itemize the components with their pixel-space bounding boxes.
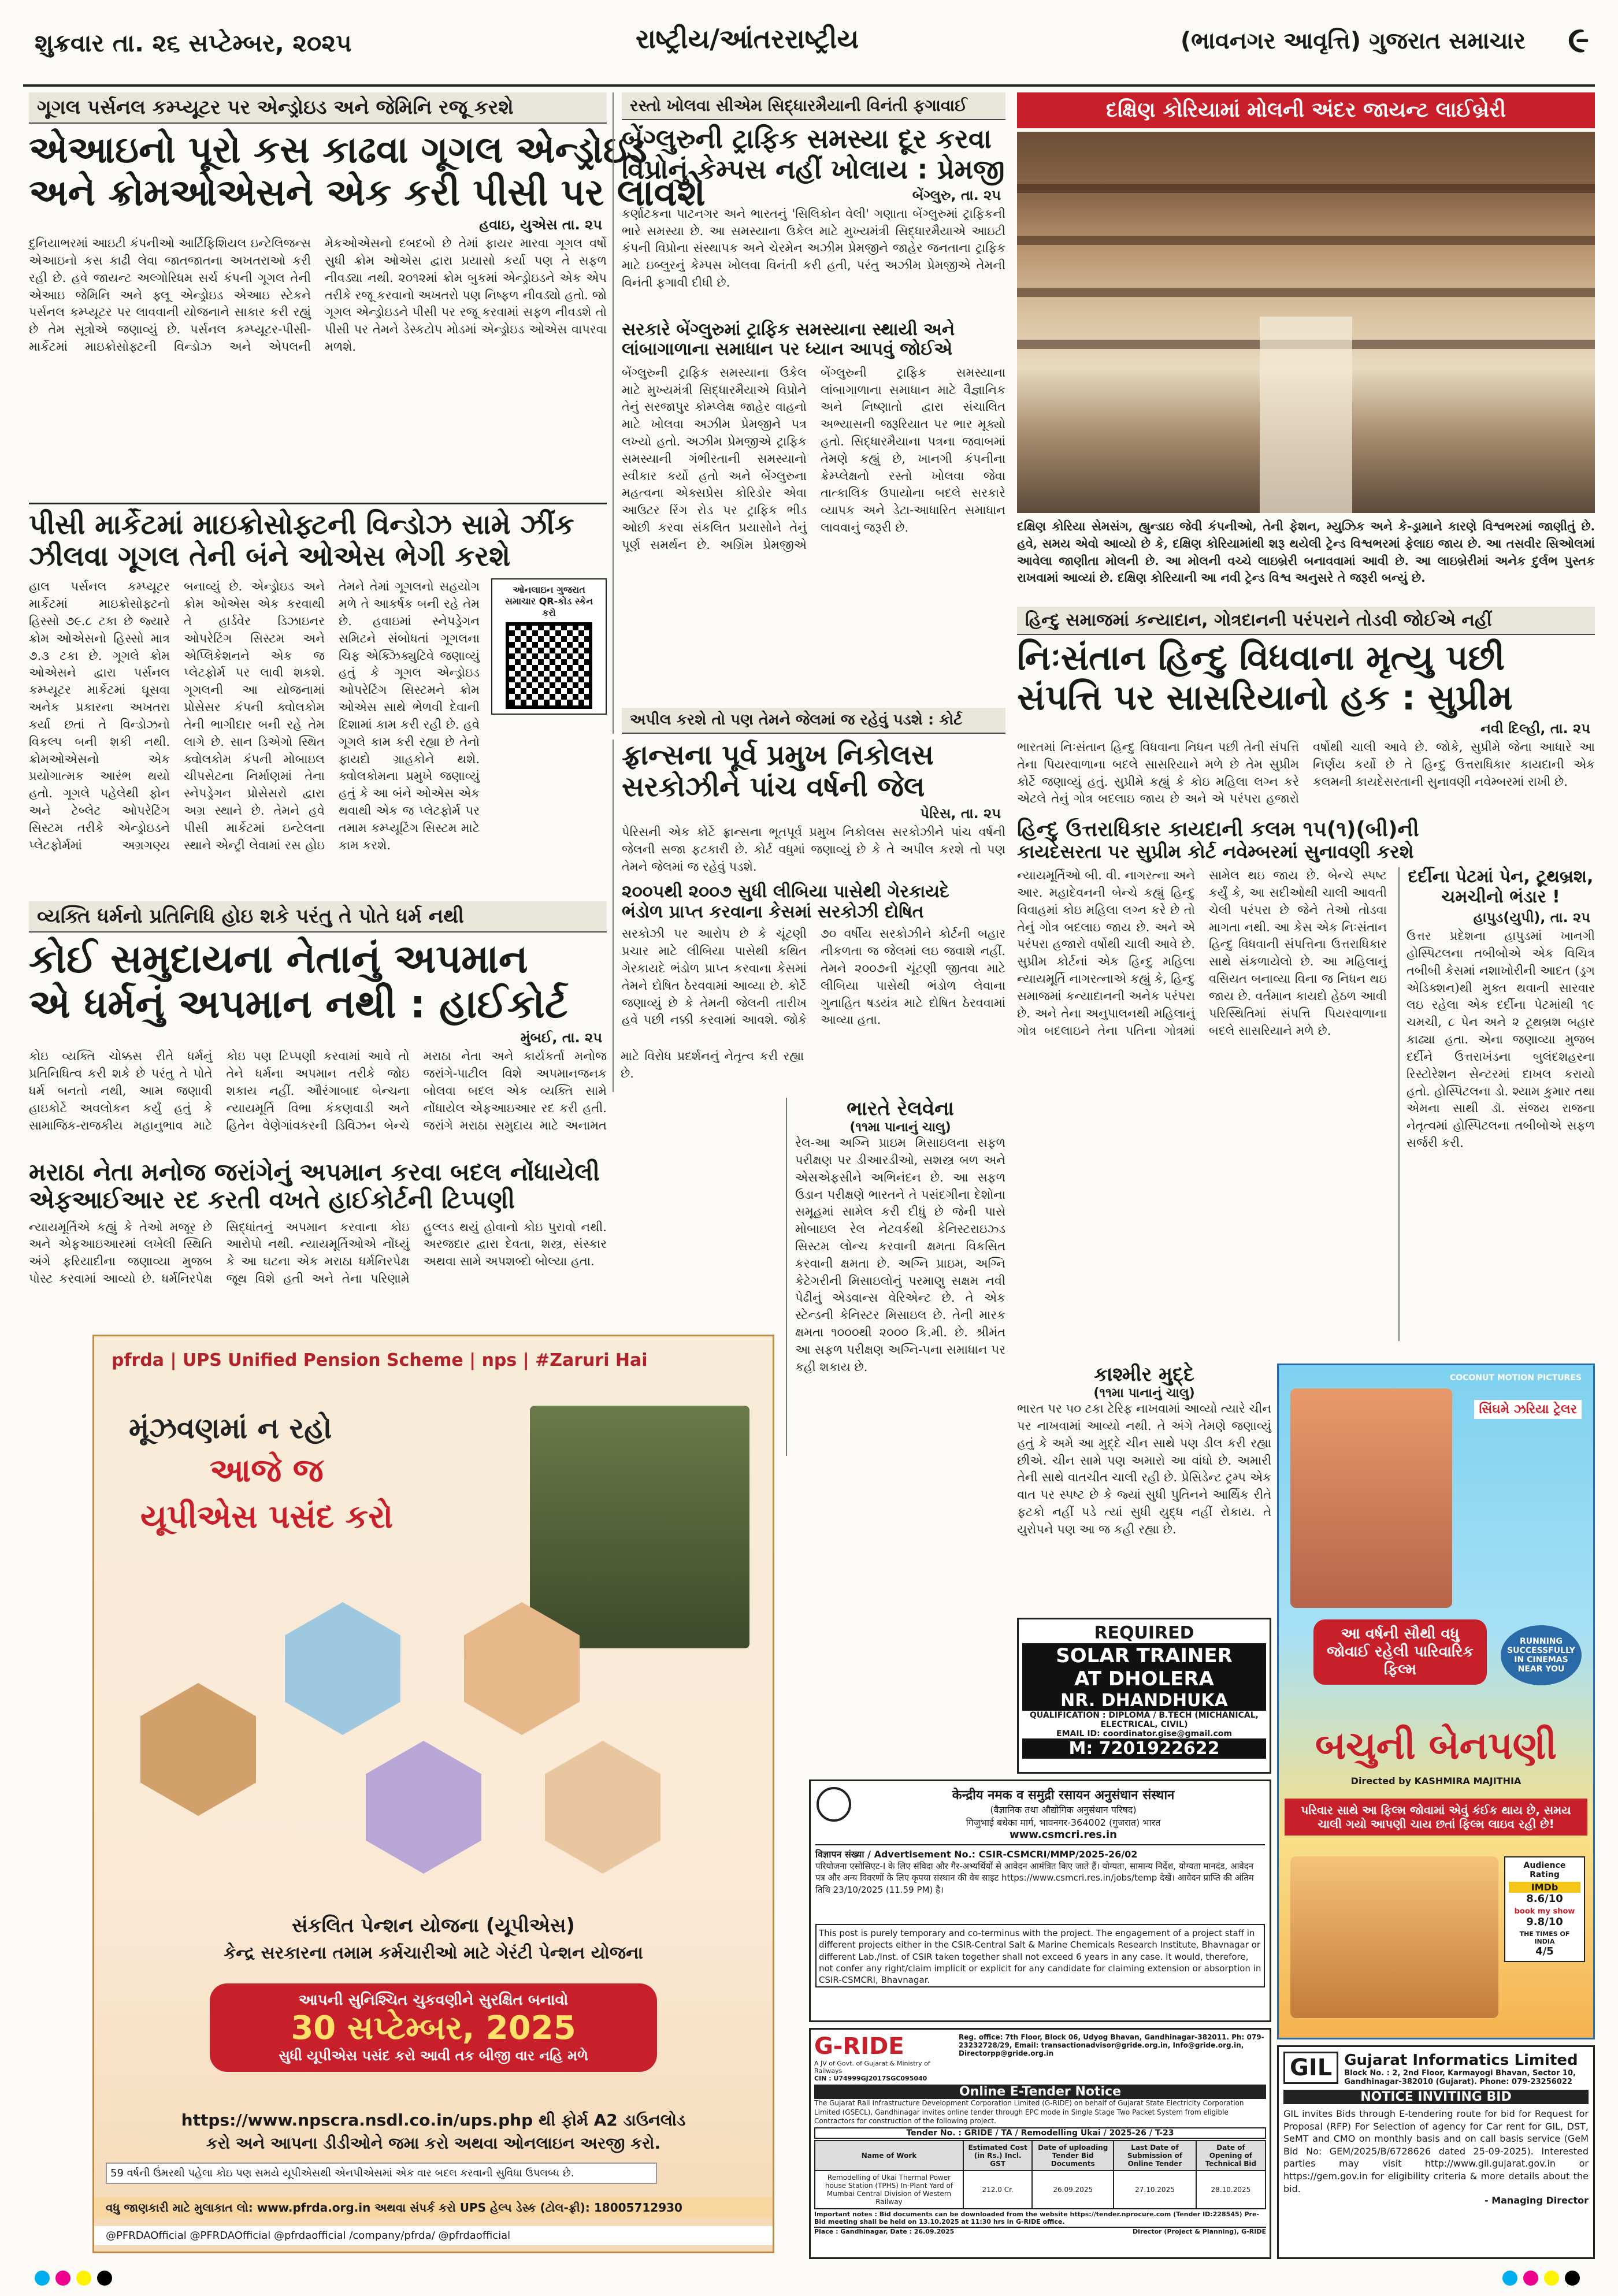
ups-line-1: મૂંઝવણમાં ન રહો (129, 1411, 332, 1445)
registration-mark (1565, 2271, 1580, 2286)
gride-td: 212.0 Cr. (963, 2171, 1032, 2209)
movie-brand: COCONUT MOTION PICTURES (1449, 1373, 1582, 1383)
story-bengaluru-subhead-1: સરકારે બેંગ્લુરુમાં ટ્રાફિક સમસ્યાના સ્થાયી અને (622, 319, 955, 340)
gride-tender-table (814, 2140, 1266, 2209)
table-row (815, 2171, 1266, 2209)
story-maratha-headline-1: મરાઠા નેતા મનોજ જરાંગેનું અપમાન કરવા બદલ નોંધાયેલી (29, 1158, 600, 1186)
story-sarkozy-subhead-1: ૨૦૦૫થી ૨૦૦૭ સુધી લીબિયા પાસેથી ગેરકાયદે (622, 882, 949, 902)
story-google-body: દુનિયાભરમાં આઇટી કંપનીઓ આર્ટિફિશિયલ ઇન્ટેલિજન્સ એઆઇનો કસ કાઢી લેવા જાતજાતના અખતરાઓ કરી રહી છે. હવે જાયન્ટ અલ્ગોરિધમ સર્ચ કંપની ગૂગલ તેની એઆઇ જેમિનિ અને ફ્લૂ એન્ડ્રોઇડ એઆઇ સ્ટેકને પર્સનલ કમ્પ્યૂટર પર લાવવાની યોજનાને સાકાર કરી રહ્યું છે તેમ સૂત્રોએ જણાવ્યું છે. પર્સનલ કમ્પ્યૂટર-પીસી-માર્કેટમાં માઇક્રોસોફ્ટની વિન્ડોઝ અને એપલની મેકઓએસનો દબદબો છે તેમાં ફાયર મારવા ગૂગલ વર્ષો સુધી ક્રોમ ઓએસ દ્વારા પ્રયાસો કર્યા પણ તે સફળ નીવડ્યા નથી. ૨૦૧૨માં ક્રોમ બુકમાં એન્ડ્રોઇડને એક એપ તરીકે રજૂ કરવાનો અખતરો પણ નિષ્ફળ નીવડ્યો હતો. જો ગૂગલ એન્ડ્રોઇડને પીસી પર રજૂ કરવામાં સફળ નીવડશે તો પીસી પર તેમને ડેસ્કટોપ મોડમાં એન્ડ્રોઇડ ઓએસ વાપરવા મળશે. (29, 236, 607, 354)
movie-ratings (1504, 1856, 1585, 1962)
gride-footer-left: Place : Gandhinagar, Date : 26.09.2025 (814, 2227, 955, 2235)
gride-td: 28.10.2025 (1196, 2171, 1266, 2209)
ad-ups[interactable] (92, 1335, 774, 2253)
story-kashmir-continued: (૧૧મા પાનાનું ચાલુ) (1093, 1386, 1195, 1401)
gride-title: Online E-Tender Notice (814, 2085, 1266, 2099)
story-kashmir-title: કાશ્મીર મુદ્દે (1093, 1363, 1195, 1386)
story-google-headline-1: એઆઇનો પૂરો કસ કાઢવા ગૂગલ એન્ડ્રોઇડ (29, 129, 647, 172)
masthead (23, 12, 1595, 87)
story-bengaluru (613, 92, 1005, 734)
ups-helpline[interactable]: વધુ જાણકારી માટે મુલાકાત લો: www.pfrda.org.in અથવા સંપર્ક કરો UPS હેલ્પ ડેસ્ક (ટોલ-ફ્રી): 18005712930 (94, 2197, 773, 2218)
gride-th: Date of Opening of Technical Bid (1196, 2141, 1266, 2171)
csir-org-sub: (वैज्ञानिक तथा औद्योगिक अनुसंधान परिषद) (990, 1804, 1137, 1815)
ups-line-2: આજે જ (210, 1452, 324, 1489)
registration-mark (97, 2271, 112, 2286)
qr-code-icon (506, 622, 592, 709)
story-girl-body: ઉત્તર પ્રદેશના હાપુડમાં ખાનગી હોસ્પિટલના તબીબોએ એક વિચિત્ર તબીબી કેસમાં નશાખોરીની આદત (ડ્રગ એડિક્શન)થી મુક્ત થવાની સારવાર લઇ રહેલા એક દર્દીના પેટમાંથી ૧૯ ચમચી, ૮ પેન અને ૨ ટૂથબ્રશ બહાર કાઢ્યા હતા. એના જણાવ્યા મુજબ દર્દીને ઉત્તરાખંડના બુલંદશહરના રિસ્ટોરેશન સેન્ટરમાં દાખલ કરાયો હતો. હોસ્પિટલના ડો. શ્યામ કુમાર તથા એમના સાથી ડૉ. સંજય રાજના નેતૃત્વમાં હોસ્પિટલના તબીબોએ સફળ સર્જરી કરી. (1407, 929, 1595, 1150)
story-sarkozy-body: પેરિસની એક કોર્ટે ફ્રાન્સના ભૂતપૂર્વ પ્રમુખ નિકોલસ સરકોઝીને પાંચ વર્ષની જેલની સજા ફટકારી છે. કોર્ટ વધુમાં જણાવ્યું છે કે તે અપીલ કરશે તો પણ તેમને જેલમાં જ રહેવું પડશે. (622, 825, 1005, 874)
gride-th: Estimated Cost (in Rs.) Incl. GST (963, 2141, 1032, 2171)
story-bengaluru-body-2: બેંગ્લુરુની ટ્રાફિક સમસ્યાના ઉકેલ માટે મુખ્યમંત્રી સિદ્ધારમૈયાએ વિપ્રોને તેનું સરજાપુર કોમ્પ્લેક્ષ જાહેર વાહનો માટે ખોલવા અઝીમ પ્રેમજીને પત્ર લખ્યો હતો. અઝીમ પ્રેમજીએ ટ્રાફિક સમસ્યાની ગંભીરતાની સમસ્યાનો સ્વીકાર કર્યો હતો અને બેંગ્લુરુના મહત્વના એક્સપ્રેસ કોરિડોર એવા આઉટર રિંગ રોડ પર ટ્રાફિક ભીડ ઓછી કરવા સંકલિત પ્રયાસોને તેનું પૂર્ણ સમર્થન છે. અગ્રિમ પ્રેમજીએ બેંગ્લુરુની ટ્રાફિક સમસ્યાના લાંબાગાળાના સમાધાન માટે વૈજ્ઞાનિક અને નિષ્ણાતો દ્વારા સંચાલિત અભ્યાસની જરૂરિયાત પર ભાર મૂક્યો હતો. સિદ્ધારમૈયાના પત્રના જવાબમાં તેમણે કહ્યું છે, ખાનગી કંપનીના ક્રેમ્પ્લેક્ષનો રસ્તો ખોલવા જેવા તાત્કાલિક ઉપાયોના બદલે સરકારે વ્યાપક અને ડેટા-આધારિત સમાધાન લાવવાનું જરૂરી છે. (622, 365, 1005, 552)
solar-title-1: SOLAR TRAINER (1022, 1644, 1266, 1667)
imdb-icon: IMDb (1509, 1882, 1580, 1893)
bookmyshow-icon: book my show (1514, 1907, 1575, 1916)
story-google (29, 92, 706, 497)
movie-badge-1: આ વર્ષની સૌથી વધુ જોવાઈ રહેલી પારિવારિક ફિલ્મ (1313, 1619, 1487, 1685)
ad-solar[interactable] (1017, 1618, 1271, 1774)
csir-website[interactable]: www.csmcri.res.in (1010, 1829, 1117, 1841)
story-sarkozy-subhead-2: ભંડોળ પ્રાપ્ત કરવાના કેસમાં સરકોઝી દોષિત (622, 901, 924, 922)
story-girl (1398, 867, 1595, 1341)
registration-mark (76, 2271, 91, 2286)
story-widow (1017, 607, 1595, 1358)
story-maratha-headline-2: એફઆઈઆર રદ કરતી વખતે હાઈકોર્ટની ટિપ્પણી (29, 1186, 515, 1214)
gride-td: 26.09.2025 (1032, 2171, 1114, 2209)
story-dharma-dateline: મુંબઈ, તા. ૨૫ (520, 1030, 602, 1046)
ups-hex-postman (140, 1683, 256, 1816)
csir-body-en: This post is purely temporary and co-terminus with the project. The engagement of a project staff in different projects either in the CSIR-Central Salt & Marine Chemicals Research Institute, Bhavnagar or different Lab./Inst. of CSIR taken together shall not exceed 6 years in any case. It would, therefore, not confer any right/claim implicit or explicit for any candidate for claiming extension or absorption in CSIR-CSMCRI, Bhavnagar. (815, 1924, 1265, 1987)
ups-url-line-2: કરો અને આપના ડીડીઓને જમા કરો અથવા ઓનલાઇન અરજી કરો. (206, 2134, 661, 2153)
ad-movie[interactable] (1277, 1364, 1595, 2039)
csir-org: केन्द्रीय नमक व समुद्री रसायन अनुसंधान संस्थान (952, 1788, 1175, 1803)
story-dharma-headline-2: એ ધર્મનું અપમાન નથી : હાઈકોર્ટ (29, 982, 568, 1028)
gride-footer-right: Director (Project & Planning), G-RIDE (1133, 2227, 1266, 2235)
movie-director: Directed by KASHMIRA MAJITHIA (1350, 1775, 1521, 1786)
registration-mark (1544, 2271, 1559, 2286)
ups-url-line[interactable]: https://www.npscra.nsdl.co.in/ups.php થી ફોર્મ A2 ડાઉનલોડ (181, 2111, 686, 2130)
story-bengaluru-subhead-2: લાંબાગાળાના સમાધાન પર ધ્યાન આપવું જોઈએ (622, 339, 953, 360)
story-library-banner: દક્ષિણ કોરિયામાં મોલની અંદર જાયન્ટ લાઈબ્રેરી (1017, 92, 1595, 128)
gride-th: Date of uploading Tender Bid Documents (1032, 2141, 1114, 2171)
gride-th: Name of Work (815, 2141, 963, 2171)
registration-mark (55, 2271, 70, 2286)
ups-pill-2: સુધી યૂપીએસ પસંદ કરો આવી તક બીજી વાર નહિ મળે (279, 2048, 588, 2064)
gride-logo: G-RIDE (814, 2033, 904, 2060)
story-pc-headline-2: ઝીલવા ગૂગલ તેની બંને ઓએસ ભેગી કરશે (29, 540, 511, 573)
gil-sign: - Managing Director (1485, 2195, 1589, 2206)
story-railway-title: ભારતે રેલવેના (847, 1097, 954, 1120)
movie-rating-toi: 4/5 (1535, 1945, 1554, 1957)
qr-code-box[interactable] (491, 578, 607, 715)
story-bengaluru-continue-note: અપીલ કરશે તો પણ તેમને જેલમાં જ રહેવું પડશે : કોર્ટ (622, 708, 1005, 734)
story-dharma-body: કોઇ વ્યક્તિ ચોક્કસ રીતે ધર્મનું પ્રતિનિધિત્વ કરી શકે છે પરંતુ તે પોતે ધર્મ બનતો નથી, આમ જણાવી હાઇકોર્ટે અવલોકન કર્યું હતું કે સામાજિક-રાજકીય મહાનુભાવ માટે કોઇ પણ ટિપ્પણી કરવામાં આવે તો તેને ધર્મના અપમાન તરીકે જોઇ શકાય નહીં. ઔરંગાબાદ બેન્ચના ન્યાયમૂર્તિ વિભા કંકણવાડી અને હિતેન વેણેગાંવકરની ડિવિઝન બેન્ચે મરાઠા નેતા અને કાર્યકર્તા મનોજ જરાંગે-પાટીલ વિશે અપમાનજનક બોલવા બદલ એક વ્યક્તિ સામે નોંધાયેલ એફઆઇઆર રદ કરી હતી. જરાંગે મરાઠા સમુદાય માટે અનામત માટે વિરોધ પ્રદર્શનનું નેતૃત્વ કરી રહ્યા છે. (29, 1049, 804, 1132)
story-google-kicker: ગૂગલ પર્સનલ કમ્પ્યૂટર પર એન્ડ્રોઇડ અને જેમિનિ રજૂ કરશે (29, 92, 607, 124)
solar-phone[interactable]: M: 7201922622 (1022, 1738, 1266, 1759)
story-widow-subhead-1: હિન્દુ ઉત્તરાધિકાર કાયદાની કલમ ૧૫(૧)(બી)ની (1017, 818, 1419, 841)
movie-strap: પરિવાર સાથે આ ફિલ્મ જોવામાં એવું કંઈક થાય છે, સમય ચાલી ગયો આપણી ચાય છતાં ફિલ્મ લાઇવ રહી છે! (1285, 1799, 1587, 1836)
movie-title: બચુની બેનપણી (1315, 1723, 1557, 1768)
csir-adv-no: विज्ञापन संख्या / Advertisement No.: CSIR-CSMCRI/MMP/2025-26/02 (815, 1844, 1265, 1860)
csir-logo-icon (817, 1787, 851, 1822)
library-photo (1017, 132, 1595, 513)
story-pc-body: હાલ પર્સનલ કમ્પ્યૂટર માર્કેટમાં માઇક્રોસોફ્ટનો હિસ્સો ૭૯.૮ ટકા છે જ્યારે ક્રોમ ઓએસનો હિસ્સો માત્ર ૭.૩ ટકા છે. ગૂગલે ક્રોમ ઓએસને દ્વારા પર્સનલ કમ્પ્યૂટર માર્કેટમાં ઘૂસવા અનેક પ્રકારના અખતરા કર્યા છતાં તે વિન્ડોઝનો વિકલ્પ બની શકી નથી. ક્રોમઓએસનો એક પ્રયોગાત્મક આરંભ થયો હતો. ગૂગલે પહેલેથી ફોન અને ટેબ્લેટ ઓપરેટિંગ સિસ્ટમ તરીકે એન્ડ્રોઇડને પ્લેટફોર્મમાં અગ્રગણ્ય બનાવ્યું છે. એન્ડ્રોઇડ અને ક્રોમ ઓએસ એક કરવાથી તે હાર્ડવેર ડિઝાઇનર ઓપરેટિંગ સિસ્ટમ અને એપ્લિકેશનને એક જ પ્લેટફોર્મ પર લાવી શકશે. ગૂગલની આ યોજનામાં પ્રોસેસર કંપની ક્વોલકોમ તેની ભાગીદાર બની રહે તેમ લાગે છે. સાન ડિએગો સ્થિત ક્વોલકોમ કંપની મોબાઇલ ચીપસેટના નિર્માણમાં તેના સ્નેપડ્રેગન પ્રોસેસરો દ્વારા અગ્ર સ્થાને છે. તેમને હવે પીસી માર્કેટમાં ઇન્ટેલના સ્થાને એન્ટ્રી લેવામાં રસ હોઇ તેમને તેમાં ગૂગલનો સહયોગ મળે તે આકર્ષક બની રહે તેમ છે. હવાઇમાં સ્નેપડ્રેગન સમિટને સંબોધતાં ગૂગલના ચિફ એક્ઝિક્યુટિવે જણાવ્યું હતું કે ગૂગલ એન્ડ્રોઇડ ઓપરેટિંગ સિસ્ટમને ક્રોમ ઓએસ સાથે ભેળવી દેવાની દિશામાં કામ કરી રહી છે. હવે ગૂગલે કામ કરી રહ્યા છે તેનો ફાયદો ગ્રાહકોને થશે. ક્વોલકોમના પ્રમુખે જણાવ્યું હતું કે આ બંને ઓએસ એક થવાથી એક જ પ્લેટફોર્મ પર તમામ કમ્પ્યૂટિંગ સિસ્ટમ માટે કામ કરશે. (29, 579, 480, 852)
story-bengaluru-headline-1: બેંગ્લુરુની ટ્રાફિક સમસ્યા દૂર કરવા (622, 123, 992, 154)
ups-logos: pfrda | UPS Unified Pension Scheme | nps | #Zaruri Hai (112, 1350, 648, 1370)
ups-hex-scientist (366, 1741, 481, 1874)
solar-qual: QUALIFICATION : DIPLOMA / B.TECH (MICHANICAL, ELECTRICAL, CIVIL) (1030, 1711, 1259, 1729)
movie-cast-top (1290, 1388, 1452, 1608)
gride-td: 27.10.2025 (1114, 2171, 1196, 2209)
qr-caption: ઓનલાઇન ગુજરાત સમાચાર QR-કોડ સ્કેન કરો (504, 584, 593, 619)
story-sarkozy-dateline: પેરિસ, તા. ૨૫ (920, 805, 1001, 822)
ups-pill-box (210, 1983, 657, 2072)
ups-social[interactable]: @PFRDAOfficial @PFRDAOfficial @pfrdaofficial /company/pfrda/ @pfrdaofficial (94, 2226, 773, 2245)
ups-scheme-desc: કેન્દ્ર સરકારના તમામ કર્મચારીઓ માટે ગેરંટી પેન્શન યોજના (224, 1943, 643, 1963)
story-pc-headline-1: પીસી માર્કેટમાં માઇક્રોસોફ્ટની વિન્ડોઝ સામે ઝીંક (29, 508, 574, 541)
gride-logo-sub: A JV of Govt. of Gujarat & Ministry of Railways (814, 2060, 930, 2075)
gride-th: Last Date of Submission of Online Tender (1114, 2141, 1196, 2171)
story-bengaluru-dateline: બેંગ્લુરુ, તા. ૨૫ (912, 187, 1001, 203)
gride-address: Reg. office: 7th Floor, Block 06, Udyog Bhavan, Gandhinagar-382011. Ph: 079-23232728/29, Email: transactionadvisor@gride.org.in, Info@gride.org.in, Directorpp@gride.org.in (959, 2033, 1264, 2057)
gil-title: NOTICE INVITING BID (1283, 2090, 1589, 2104)
story-girl-headline: દર્દીના પેટમાં પેન, ટૂથબ્રશ, ચમચીનો ભંડાર ! (1408, 867, 1594, 907)
gil-address: Block No. : 2, 2nd Floor, Karmayogi Bhavan, Sector 10, Gandhinagar-382010 (Gujarat). Phone: 079-23256022 (1344, 2069, 1576, 2086)
story-pc (29, 503, 607, 896)
ad-gride[interactable] (809, 2028, 1271, 2259)
solar-title-3: NR. DHANDHUKA (1022, 1691, 1266, 1711)
story-railway (786, 1098, 1005, 1456)
story-railway-continued: (૧૧મા પાનાનું ચાલુ) (849, 1120, 951, 1135)
movie-cast-bottom (1290, 1856, 1498, 2018)
story-widow-headline-1: નિઃસંતાન હિન્દુ વિધવાના મૃત્યુ પછી (1017, 638, 1505, 678)
solar-email[interactable]: EMAIL ID: coordinator.gise@gmail.com (1056, 1729, 1232, 1738)
csir-body-hi: परियोजना एसोसिएट-I के लिए संविदा और गैर-अभ्यर्थियों से आवेदन आमंत्रित किए जाते हैं। योग्यता, सामान्य निर्देश, योग्यता मानदंड, आवेदन पत्र और अन्य विवरणों के लिए कृपया संस्थान की वेब साइट https://www.csmcri.res.in/jobs/temp देखें। आवेदन प्राप्ति की अंतिम तिथि 23/10/2025 (11.59 PM) है। (815, 1861, 1254, 1895)
story-dharma-headline-1: કોઈ સમુદાયના નેતાનું અપમાન (29, 937, 528, 982)
movie-rating-bms: 9.8/10 (1526, 1916, 1563, 1928)
story-library (1017, 92, 1595, 601)
ups-scheme-name: સંકલિત પેન્શન યોજના (યૂપીએસ) (292, 1914, 575, 1937)
story-widow-body-2: ન્યાયમૂર્તિઓ બી. વી. નાગરત્ના અને આર. મહાદેવનની બેન્ચે કહ્યું હિન્દુ વિવાહમાં કોઇ મહિલા લગ્ન કરે છે તો તેનું ગોત્ર બદલાઇ જાય છે. અને એ પરંપરા હજારો વર્ષોથી ચાલી આવે છે. સુપ્રીમ કોર્ટનાં એક હિન્દુ મહિલા ન્યાયમૂર્તિ નાગરત્નાએ કહ્યું કે, હિન્દુ સમાજમાં કન્યાદાનની અનેક પરંપરા છે. અને તેના અનુપાલનથી મહિલાનું ગોત્ર બદલાઇને તેના પતિના ગોત્રમાં સામેલ થઇ જાય છે. બેન્ચે સ્પષ્ટ કર્યું કે, આ સદીઓથી ચાલી આવતી ચેલી પરંપરા છે જેને તેઓ તોડવા માગતા નથી. આ કેસ એક નિઃસંતાન હિન્દુ વિધવાની સંપત્તિના ઉત્તરાધિકાર સાથે સંકળાયેલો છે. આ મહિલાનું વસિયત બનાવ્યા વિના જ નિધન થઇ જાય છે. વર્તમાન કાયદો હેઠળ આવી પરિસ્થિતિમાં સંપત્તિ પિયરવાળાના બદલે સાસરિયાને મળે છે. (1017, 868, 1387, 1038)
gride-body: The Gujarat Rail Infrastructure Development Corporation Limited (G-RIDE) on behalf of Gujarat State Electricity Corporation Limited (GSECL), Gandhinagar invites online tender through EPC mode in Single Stage Two Packet System from eligible Contractors for construction of the following project. (814, 2099, 1244, 2126)
gil-body: GIL invites Bids through E-tendering route for bid for Request for Proposal (RFP) For Selection of agency for Car rent for GIL, DST, SeMT and CMO on monthly basis and on call basis service (GeM Bid No: GEM/2025/B/6728626 dated 25-09-2025). Interested parties may visit http://www.gil.gujarat.gov.in or https://gem.gov.in for eligibility criteria & more details about the bid. (1283, 2108, 1589, 2194)
story-google-headline-2: અને ક્રોમઓએસને એક કરી પીસી પર લાવશે (29, 171, 706, 214)
gil-logo: GIL (1283, 2052, 1338, 2084)
story-library-caption: દક્ષિણ કોરિયા સેમસંગ, હ્યુન્ડાઇ જેવી કંપનીઓ, તેની ફેશન, મ્યુઝિક અને કે-ડ્રામાને કારણે વિશ્વભરમાં જાણીતું છે. હવે, સમય એવો આવ્યો છે કે, દક્ષિણ કોરિયામાંથી શરૂ થયેલી ટ્રેન્ડ વિશ્વભરમાં ફેલાઇ જાય છે. આ તસવીર સિઓલમાં આવેલા જાણીતા મોલની છે. આ મોલની વચ્ચે લાઇબ્રેરી બનાવવામાં આવી છે. આ લાઇબ્રેરીમાં અનેક દુર્લભ પુસ્તક રાખવામાં આવ્યાં છે. દક્ષિણ કોરિયાની આ નવી ટ્રેન્ડ વિશ્વ અનુસરે તે જરૂરી બન્યું છે. (1017, 519, 1595, 585)
ups-deadline: 30 સપ્ટેમ્બર, 2025 (291, 2009, 576, 2047)
story-sarkozy-headline-1: ફ્રાન્સના પૂર્વ પ્રમુખ નિકોલસ (622, 739, 934, 771)
ups-note: 59 વર્ષની ઉંમરથી પહેલા કોઇ પણ સમયે યૂપીએસથી એનપીએસમાં એક વાર બદલ કરવાની સુવિધા ઉપલબ્ધ છે. (106, 2163, 657, 2184)
toi-icon: THE TIMES OF INDIA (1519, 1930, 1570, 1945)
ups-hex-reader (545, 1741, 660, 1874)
masthead-page-number: ૯ (1568, 18, 1589, 61)
story-google-dateline: હવાઇ, યુએસ તા. ૨૫ (479, 217, 602, 233)
registration-mark (1523, 2271, 1538, 2286)
ups-hex-doctor (285, 1602, 400, 1735)
story-widow-kicker: હિન્દુ સમાજમાં કન્યાદાન, ગોત્રદાનની પરંપરાને તોડવી જોઈએ નહીં (1017, 607, 1595, 635)
story-bengaluru-kicker: રસ્તો ખોલવા સીએમ સિદ્ધારમૈયાની વિનંતી ફગાવાઈ (622, 92, 1005, 120)
story-kashmir-body: ભારત પર ૫૦ ટકા ટેરિફ નાખવામાં આવ્યો ત્યારે ચીન પર નાખવામાં આવ્યો નથી. તે અંગે તેમણે જણાવ્યું હતું કે અમે આ મુદ્દે ચીન સાથે પણ ડીલ કરી રહ્યા છીએ. ચીન સામે પણ અમારો આ વાંધો છે. અમારી તેની સાથે વાતચીત ચાલી રહી છે. પ્રેસિડેન્ટ ટ્રમ્પ એક વાત પર સ્પષ્ટ છે કે જ્યાં સુધી પુતિનને આર્થિક રીતે ફટકો નહીં પડે ત્યાં સુધી યુદ્ધ નહીં રોકાય. તે યુરોપને પણ આ જ કહી રહ્યા છે. (1017, 1402, 1271, 1536)
ups-soldier-image (530, 1406, 749, 1648)
story-maratha (29, 1158, 607, 1332)
solar-header: REQUIRED (1022, 1623, 1266, 1644)
masthead-section: રાષ્ટ્રીય/આંતરરાષ્ટ્રીય (636, 23, 859, 54)
story-dharma-kicker: વ્યક્તિ ધર્મનો પ્રતિનિધિ હોઇ શકે પરંતુ તે પોતે ધર્મ નથી (29, 901, 607, 932)
movie-tagline: સિંઘમે ઝરિયા ટ્રેલર (1474, 1400, 1582, 1419)
movie-badge-2: RUNNING SUCCESSFULLY IN CINEMAS NEAR YOU (1501, 1625, 1582, 1685)
story-girl-dateline: હાપુડ(યુપી), તા. ૨૫ (1473, 909, 1590, 926)
gride-notes: Important notes : Bid documents can be downloaded from the website https://tender.nprocure.com (Tender ID:228545) Pre-Bid meeting shall be held on 13.10.2025 at 11:30 hrs in G-RIDE office. (814, 2210, 1259, 2226)
story-railway-body: રેલ-આ અગ્નિ પ્રાઇમ મિસાઇલના સફળ પરીક્ષણ પર ડીઆરડીઓ, સશસ્ત્ર બળ અને એસએફસીને અભિનંદન છે. આ સફળ ઉડાન પરીક્ષણે ભારતને તે પસંદગીના દેશોના સમૂહમાં સામેલ કરી દીધું છે જેની પાસે મોબાઇલ રેલ નેટવર્કથી કેનિસ્ટરાઇઝ્ડ સિસ્ટમ લોન્ચ કરવાની ક્ષમતા વિકસિત કરવાની ક્ષમતા છે. અગ્નિ પ્રાઇમ, અગ્નિ કેટેગરીની મિસાઇલોનું પરમાણુ સક્ષમ નવી પેઢીનું એડવાન્સ વેરિએન્ટ છે. તે એક સ્ટેન્ડની કેનિસ્ટર મિસાઇલ છે. તેની મારક ક્ષમતા ૧૦૦૦થી ૨૦૦૦ કિ.મી. છે. શ્રીમંત આ સફળ પરીક્ષણ અગ્નિ-૫ના સમાધાન પર કહી શકાય છે. (795, 1136, 1005, 1374)
gride-td: Remodelling of Ukai Thermal Power house Station (TPHS) In-Plant Yard of Mumbai Central Division of Western Railway (815, 2171, 963, 2209)
registration-mark (35, 2271, 50, 2286)
story-widow-body: ભારતમાં નિઃસંતાન હિન્દુ વિધવાના નિધન પછી તેની સંપત્તિ તેના પિયરવાળાના બદલે સાસરિયાને મળે છે તેમ સુપ્રીમ કોર્ટે જણાવ્યું હતું. સુપ્રીમે કહ્યું કે કોઇ મહિલા લગ્ન કરે એટલે તેનું ગોત્ર બદલાઇ જાય છે અને એ પરંપરા હજારો વર્ષોથી ચાલી આવે છે. જોકે, સુપ્રીમે જેના આધારે આ નિર્ણય કર્યો છે તે હિન્દુ ઉત્તરાધિકાર કાયદાની એક કલમની કાયદેસરતાની સુનાવણી નવેમ્બરમાં રાખી છે. (1017, 740, 1595, 806)
story-widow-subhead-2: કાયદેસરતા પર સુપ્રીમ કોર્ટ નવેમ્બરમાં સુનાવણી કરશે (1017, 841, 1414, 863)
story-kashmir (1017, 1364, 1271, 1612)
story-bengaluru-headline-2: વિપ્રોનું કેમ્પસ નહીં ખોલાય : પ્રેમજી (622, 153, 1005, 185)
masthead-edition: (ભાવનગર આવૃત્તિ) ગુજરાત સમાચાર (1180, 28, 1526, 54)
ups-line-3: યૂપીએસ પસંદ કરો (140, 1498, 394, 1536)
story-widow-headline-2: સંપત્તિ પર સાસરિયાનો હક : સુપ્રીમ (1017, 678, 1513, 718)
story-widow-dateline: નવી દિલ્હી, તા. ૨૫ (1480, 720, 1590, 737)
story-maratha-body: ન્યાયમૂર્તિએ કહ્યું કે તેઓ મજૂર છે અને એફઆઇઆરમાં લખેલી સ્થિતિ અંગે ફરિયાદીના જણાવ્યા મુજબ પોસ્ટ કરવામાં આવ્યો છે. ધર્મનિરપેક્ષ સિદ્ધાંતનું અપમાન કરવાના કોઇ આરોપો નથી. ન્યાયમૂર્તિઓએ નોંધ્યું કે આ ઘટના એક મરાઠા ધર્મનિરપેક્ષ જૂથ વિશે હતી અને તેના પરિણામે હુલ્લડ થયું હોવાનો કોઇ પુરાવો નથી. અરજદાર દ્વારા દેવતા, શસ્ત્ર, સંસ્કાર અથવા સામે અપશબ્દો બોલ્યા હતા. (29, 1220, 607, 1286)
ad-gil[interactable] (1277, 2045, 1595, 2259)
gride-cin: CIN : U74999GJ2017SGC095040 (814, 2075, 927, 2082)
story-sarkozy (613, 740, 1005, 1092)
solar-title-2: AT DHOLERA (1022, 1667, 1266, 1691)
story-bengaluru-body: કર્ણાટકના પાટનગર અને ભારતનું 'સિલિકોન વેલી' ગણાતા બેંગ્લુરુમાં ટ્રાફિકની ભારે સમસ્યા છે. આ સમસ્યાના ઉકેલ માટે મુખ્યમંત્રી સિદ્ધારમૈયાએ આઇટી કંપની વિપ્રોના સંસ્થાપક અને ચેરમેન અઝીમ પ્રેમજીને જાહેર જનતાના ટ્રાફિક માટે ઇબ્લુરનું કેમ્પસ ખોલવા વિનંતી કરી હતી, પરંતુ અઝીમ પ્રેમજીએ તેમની વિનંતી ફગાવી દીધી છે. (622, 206, 1005, 290)
masthead-date: શુક્રવાર તા. ૨૬ સપ્ટેમ્બર, ૨૦૨૫ (35, 29, 352, 57)
gil-name: Gujarat Informatics Limited (1344, 2052, 1578, 2069)
gride-tender-no: Tender No. : GRIDE / TA / Remodelling Ukai / 2025-26 / T-23 (814, 2127, 1266, 2139)
registration-mark (1502, 2271, 1517, 2286)
movie-rating-imdb: 8.6/10 (1526, 1893, 1563, 1905)
csir-address: गिजुभाई बधेका मार्ग, भावनगर-364002 (गुजरात) भारत (966, 1817, 1161, 1828)
movie-rating-header: Audience Rating (1523, 1861, 1566, 1879)
story-sarkozy-body-2: સરકોઝી પર આરોપ છે કે ચૂંટણી પ્રચાર માટે લીબિયા પાસેથી કથિત ગેરકાયદે ભંડોળ પ્રાપ્ત કરવાના કેસમાં તેમને દોષિત ઠેરવવામાં આવ્યા છે. કોર્ટે જણાવ્યું છે કે તેમની જેલની તારીખ હવે પછી નક્કી કરવામાં આવશે. જોકે ૭૦ વર્ષીય સરકોઝીને કોર્ટની બહાર નીકળતા જ જેલમાં લઇ જવાશે નહીં. તેમને ૨૦૦૭ની ચૂંટણી જીતવા માટે લીબિયા પાસેથી ભંડોળ લેવાના ગુનાહિત ષડયંત્ર માટે દોષિત ઠેરવવામાં આવ્યા હતા. (622, 927, 1005, 1027)
ups-pill-1: આપની સુનિશ્ચિત ચુકવણીને સુરક્ષિત બનાવો (298, 1992, 569, 2009)
story-sarkozy-headline-2: સરકોઝીને પાંચ વર્ષની જેલ (622, 771, 925, 804)
ad-csir[interactable] (809, 1779, 1271, 2022)
